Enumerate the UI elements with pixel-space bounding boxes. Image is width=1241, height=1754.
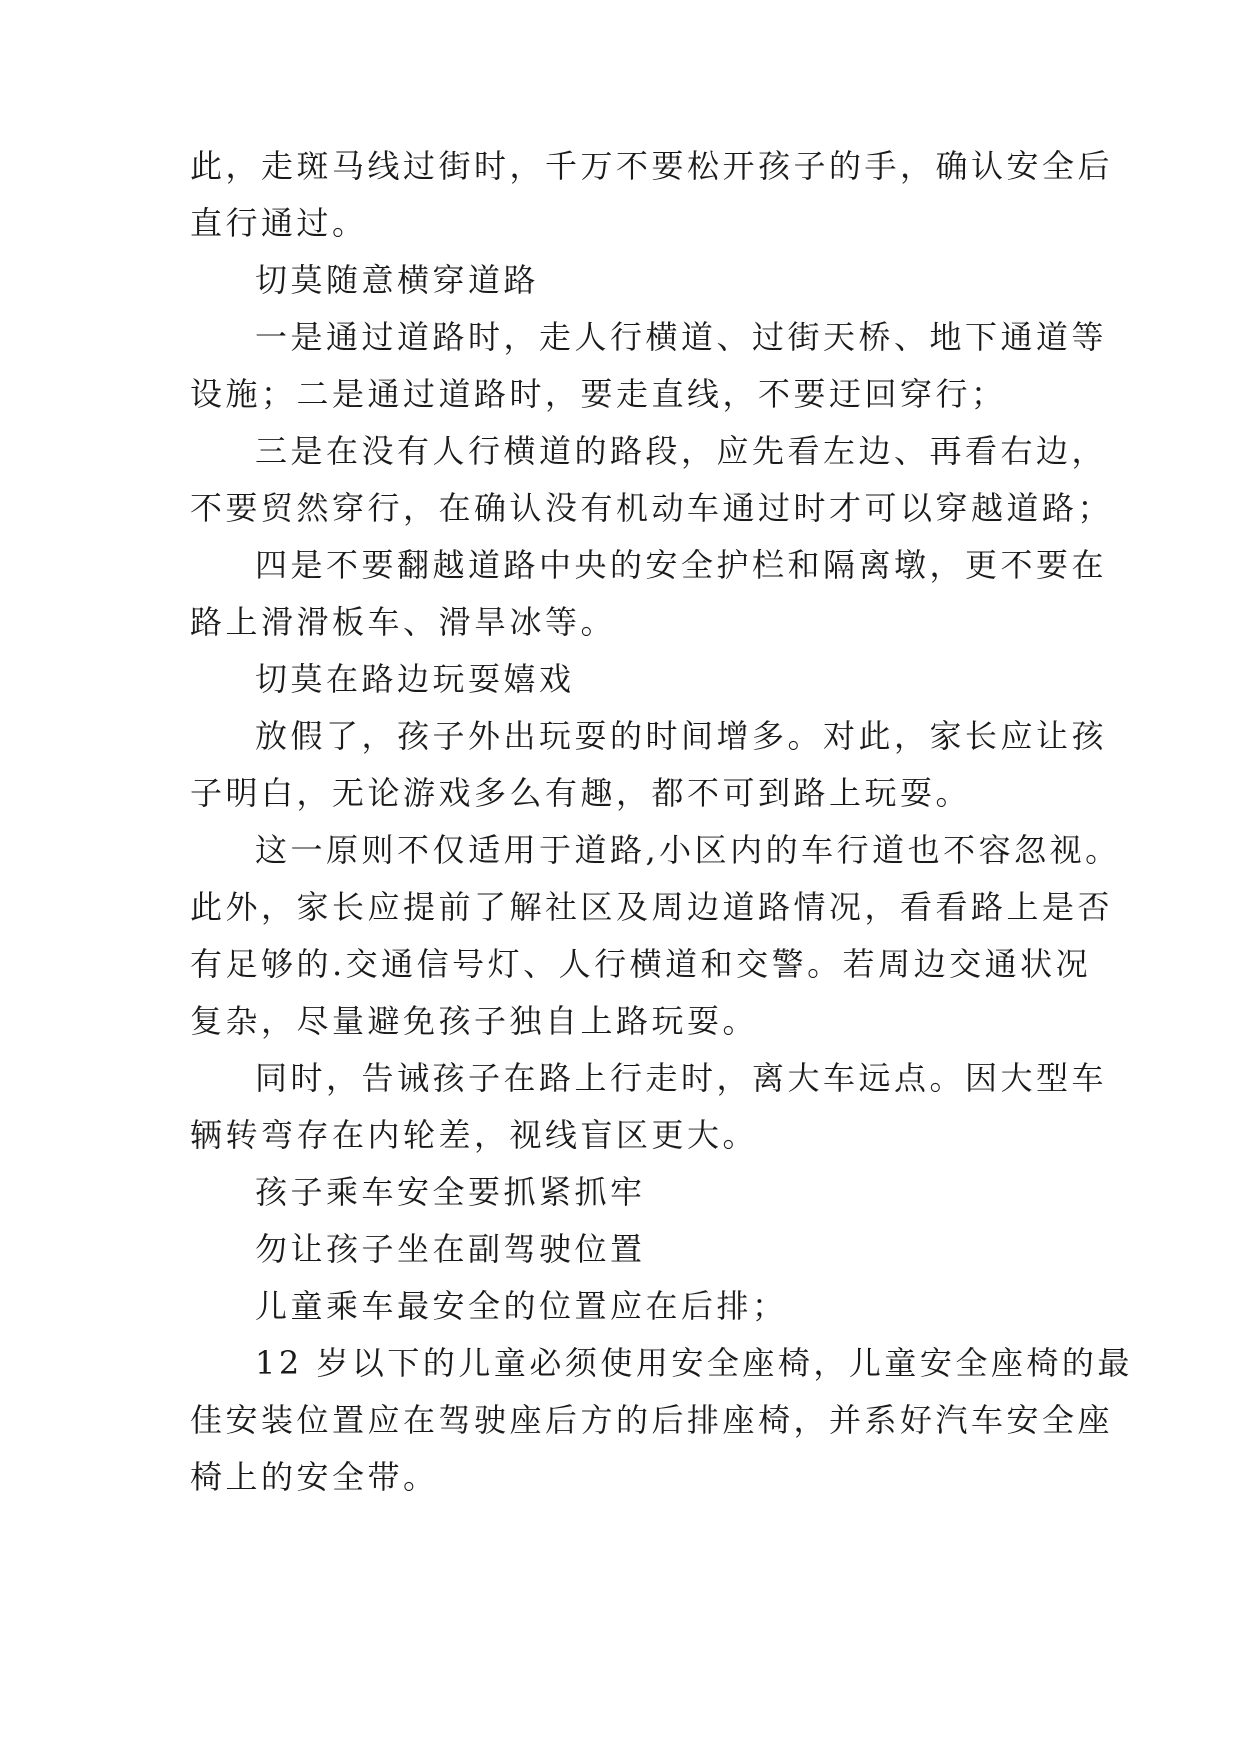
- section-heading: 孩子乘车安全要抓紧抓牢: [255, 1173, 646, 1211]
- text-line: 辆转弯存在内轮差，视线盲区更大。: [190, 1116, 759, 1154]
- text-line: 四是不要翻越道路中央的安全护栏和隔离墩，更不要在: [255, 546, 1108, 584]
- text-line: 放假了，孩子外出玩耍的时间增多。对此，家长应让孩: [255, 717, 1108, 755]
- text-line: 设施；二是通过道路时，要走直线，不要迂回穿行；: [190, 375, 1007, 413]
- text-line: 12 岁以下的儿童必须使用安全座椅，儿童安全座椅的最: [255, 1344, 1133, 1382]
- text-line: 佳安装位置应在驾驶座后方的后排座椅，并系好汽车安全座: [190, 1401, 1114, 1439]
- text-line: 有足够的.交通信号灯、人行横道和交警。若周边交通状况: [190, 945, 1092, 983]
- section-heading: 切莫在路边玩耍嬉戏: [255, 660, 575, 698]
- text-line: 一是通过道路时，走人行横道、过街天桥、地下通道等: [255, 318, 1108, 356]
- text-line: 儿童乘车最安全的位置应在后排；: [255, 1287, 788, 1325]
- text-line: 椅上的安全带。: [190, 1458, 439, 1496]
- text-line: 三是在没有人行横道的路段，应先看左边、再看右边，: [255, 432, 1108, 470]
- section-heading: 切莫随意横穿道路: [255, 261, 540, 299]
- text-line: 这一原则不仅适用于道路,小区内的车行道也不容忽视。: [255, 831, 1121, 869]
- section-heading: 勿让孩子坐在副驾驶位置: [255, 1230, 646, 1268]
- text-line: 不要贸然穿行，在确认没有机动车通过时才可以穿越道路；: [190, 489, 1114, 527]
- text-line: 子明白，无论游戏多么有趣，都不可到路上玩耍。: [190, 774, 972, 812]
- text-line: 同时，告诫孩子在路上行走时，离大车远点。因大型车: [255, 1059, 1108, 1097]
- text-line: 路上滑滑板车、滑旱冰等。: [190, 603, 617, 641]
- text-line: 直行通过。: [190, 204, 368, 242]
- text-line: 复杂，尽量避免孩子独自上路玩耍。: [190, 1002, 759, 1040]
- text-line: 此外，家长应提前了解社区及周边道路情况，看看路上是否: [190, 888, 1114, 926]
- text-line: 此，走斑马线过街时，千万不要松开孩子的手，确认安全后: [190, 147, 1114, 185]
